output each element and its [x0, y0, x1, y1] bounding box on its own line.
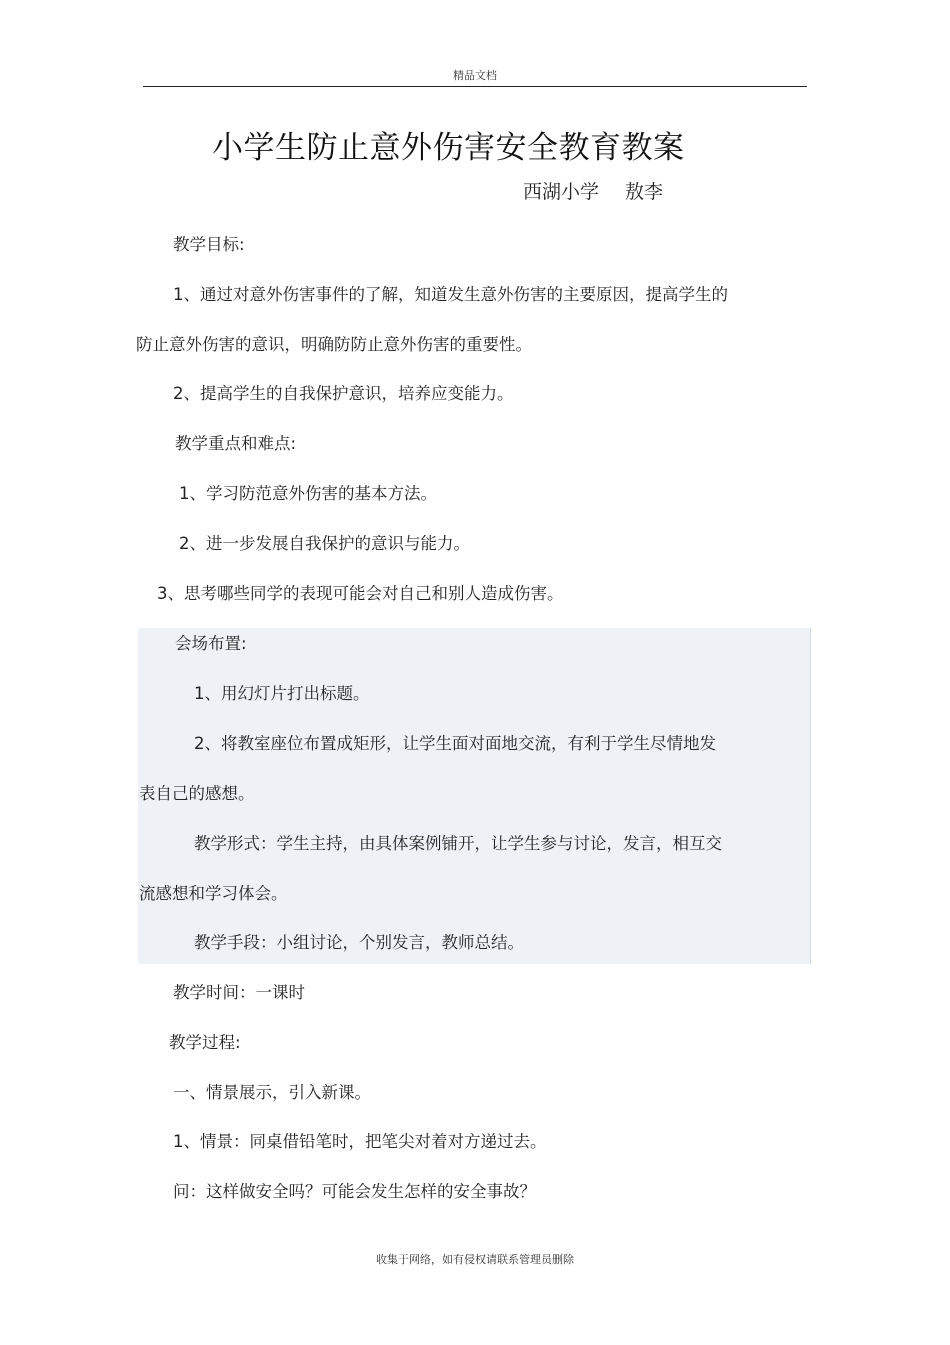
objective-2: 2、提高学生的自我保护意识，培养应变能力。	[173, 384, 514, 403]
venue-item-1: 1、用幻灯片打出标题。	[194, 684, 370, 703]
header-divider	[143, 86, 807, 87]
teaching-time: 教学时间：一课时	[173, 983, 305, 1002]
section-heading-key-points: 教学重点和难点:	[175, 434, 297, 453]
key-point-3: 3、思考哪些同学的表现可能会对自己和别人造成伤害。	[157, 584, 564, 603]
teaching-format-continued: 流感想和学习体会。	[139, 884, 288, 903]
page-footer-note: 收集于网络，如有侵权请联系管理员删除	[376, 1253, 574, 1266]
objective-1: 1、通过对意外伤害事件的了解，知道发生意外伤害的主要原因，提高学生的	[173, 285, 728, 304]
teaching-format: 教学形式：学生主持，由具体案例铺开，让学生参与讨论，发言，相互交	[194, 834, 722, 853]
teaching-means: 教学手段：小组讨论，个别发言，教师总结。	[194, 933, 524, 952]
key-point-2: 2、进一步发展自我保护的意识与能力。	[179, 534, 470, 553]
author-name: 敖李	[625, 181, 664, 203]
process-step-1: 一、情景展示，引入新课。	[173, 1083, 371, 1102]
venue-item-2-continued: 表自己的感想。	[139, 784, 255, 803]
author-school: 西湖小学	[523, 181, 600, 203]
document-title: 小学生防止意外伤害安全教育教案	[212, 130, 685, 166]
objective-1-continued: 防止意外伤害的意识，明确防防止意外伤害的重要性。	[136, 335, 532, 354]
scenario-question: 问：这样做安全吗？可能会发生怎样的安全事故？	[173, 1182, 536, 1201]
section-heading-process: 教学过程:	[169, 1033, 241, 1052]
section-heading-objectives: 教学目标:	[173, 235, 245, 254]
section-heading-venue: 会场布置:	[175, 634, 247, 653]
scenario-1: 1、情景：同桌借铅笔时，把笔尖对着对方递过去。	[173, 1132, 547, 1151]
author-line	[523, 177, 663, 204]
venue-item-2: 2、将教室座位布置成矩形，让学生面对面地交流，有利于学生尽情地发	[194, 734, 716, 753]
key-point-1: 1、学习防范意外伤害的基本方法。	[179, 484, 437, 503]
page-header-label: 精品文档	[453, 69, 497, 82]
